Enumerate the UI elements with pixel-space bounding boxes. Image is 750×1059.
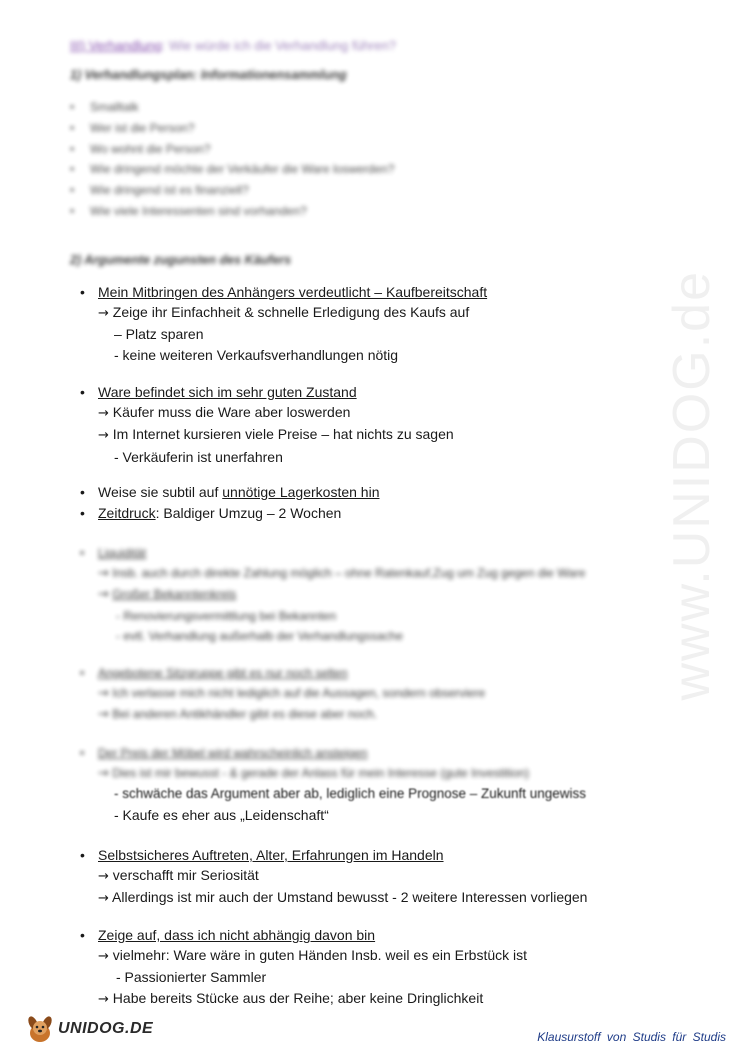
argument-line: - Renovierungsvermittlung bei Bekannten [116, 608, 337, 623]
argument-line: Bei anderen Antikhändler gibt es diese aber noch. [112, 707, 378, 722]
argument-main: Selbstsicheres Auftreten, Alter, Erfahrungen im Handeln [98, 847, 444, 863]
argument-1 [80, 282, 680, 365]
list-item: • Wer ist die Person? [70, 118, 394, 139]
argument-text: : Baldiger Umzug – 2 Wochen [155, 505, 342, 521]
bullet-icon: • [80, 546, 85, 560]
argument-line: Zeige ihr Einfachheit & schnelle Erledigung des Kaufs auf [112, 304, 470, 321]
argument-main: Liquidität [98, 546, 147, 560]
heading-part-1: III) Verhandlung [70, 38, 162, 53]
argument-line: Insb. auch durch direkte Zahlung möglich – ohne Ratenkauf,Zug um Zug gegen die Ware [112, 566, 586, 581]
logo-text: UNIDOG.DE [58, 1020, 154, 1037]
argument-line: vielmehr: Ware wäre in guten Händen Insb. weil es ein Erbstück ist [112, 947, 528, 964]
argument-main: Mein Mitbringen des Anhängers verdeutlicht – Kaufbereitschaft [98, 284, 488, 300]
arrow-icon: → [98, 766, 109, 782]
bullet-icon: • [80, 505, 85, 521]
argument-main: Ware befindet sich im sehr guten Zustand [98, 384, 357, 400]
argument-line: verschafft mir Seriosität [112, 867, 259, 884]
unidog-logo [24, 1013, 153, 1045]
argument-line: - Verkäuferin ist unerfahren [114, 448, 283, 465]
argument-text: Weise sie subtil auf [98, 484, 223, 500]
arrow-icon: → [98, 869, 109, 885]
bullet-icon: • [80, 384, 85, 400]
argument-underlined: Zeitdruck [98, 505, 156, 521]
dog-icon [24, 1013, 56, 1045]
arrow-icon: → [98, 949, 109, 965]
argument-2 [80, 382, 680, 467]
info-list [70, 97, 394, 222]
argument-line: - schwäche das Argument aber ab, lediglich eine Prognose – Zukunft ungewiss [114, 786, 587, 802]
bullet-icon: • [80, 666, 85, 680]
arrow-icon: → [98, 566, 109, 582]
arrow-icon: → [98, 587, 109, 603]
list-item: • Wo wohnt die Person? [70, 139, 394, 160]
argument-line: - Passionierter Sammler [116, 969, 267, 986]
argument-5 [80, 543, 680, 646]
heading-part-2: : Wie würde ich die Verhandlung führen? [161, 38, 396, 53]
arrow-icon: → [98, 891, 109, 907]
list-item: • Wie viele Interessenten sind vorhanden? [70, 201, 394, 222]
argument-line: Habe bereits Stücke aus der Reihe; aber keine Dringlichkeit [112, 989, 484, 1006]
bullet-icon: • [80, 746, 85, 760]
list-item: • Wie dringend ist es finanziell? [70, 180, 394, 201]
bullet-icon: • [80, 927, 85, 943]
arrow-icon: → [98, 991, 109, 1007]
argument-line: – Platz sparen [114, 326, 204, 343]
bullet-icon: • [80, 484, 85, 500]
section1-title: 1) Verhandlungsplan: Informationensammlung [70, 68, 347, 82]
footer-tagline: Klausurstoff von Studis für Studis [537, 1030, 726, 1044]
arrow-icon: → [98, 306, 109, 322]
argument-7 [80, 743, 680, 825]
arrow-icon: → [98, 686, 109, 702]
argument-3 [80, 482, 680, 502]
argument-line: Großer Bekanntenkreis [112, 587, 237, 602]
argument-6 [80, 663, 680, 726]
argument-underlined: unnötige Lagerkosten hin [222, 484, 380, 500]
arrow-icon: → [98, 428, 109, 444]
list-item: • Smalltalk [70, 97, 394, 118]
argument-8 [80, 845, 680, 910]
argument-line: Allerdings ist mir auch der Umstand bewusst - 2 weitere Interessen vorliegen [112, 889, 588, 906]
argument-4 [80, 503, 680, 523]
watermark: www.UNIDOG.de [663, 270, 721, 701]
bullet-icon: • [80, 847, 85, 863]
argument-line: - Kaufe es eher aus „Leidenschaft“ [114, 806, 329, 823]
argument-line: Käufer muss die Ware aber loswerden [112, 404, 351, 421]
argument-main: Der Preis der Möbel wird wahrscheinlich ansteigen [98, 746, 368, 760]
arrow-icon: → [98, 707, 109, 723]
section2-title: 2) Argumente zugunsten des Käufers [70, 253, 292, 267]
argument-9 [80, 925, 680, 1010]
argument-main: Zeige auf, dass ich nicht abhängig davon bin [98, 927, 376, 943]
argument-main: Angebotene Sitzgruppe gibt es nur noch selten [98, 666, 348, 680]
argument-line: - keine weiteren Verkaufsverhandlungen nötig [114, 346, 399, 363]
argument-line: Im Internet kursieren viele Preise – hat nichts zu sagen [112, 426, 454, 443]
arrow-icon: → [98, 406, 109, 422]
argument-line: Dies ist mir bewusst - & gerade der Anlass für mein Interesse (gute Investition) [112, 766, 530, 781]
argument-line: Ich verlasse mich nicht lediglich auf die Aussagen, sondern observiere [112, 686, 486, 701]
argument-line: - evtl. Verhandlung außerhalb der Verhandlungssache [116, 628, 403, 643]
bullet-icon: • [80, 284, 85, 300]
section-heading [70, 38, 396, 53]
list-item: • Wie dringend möchte der Verkäufer die Ware loswerden? [70, 159, 394, 180]
